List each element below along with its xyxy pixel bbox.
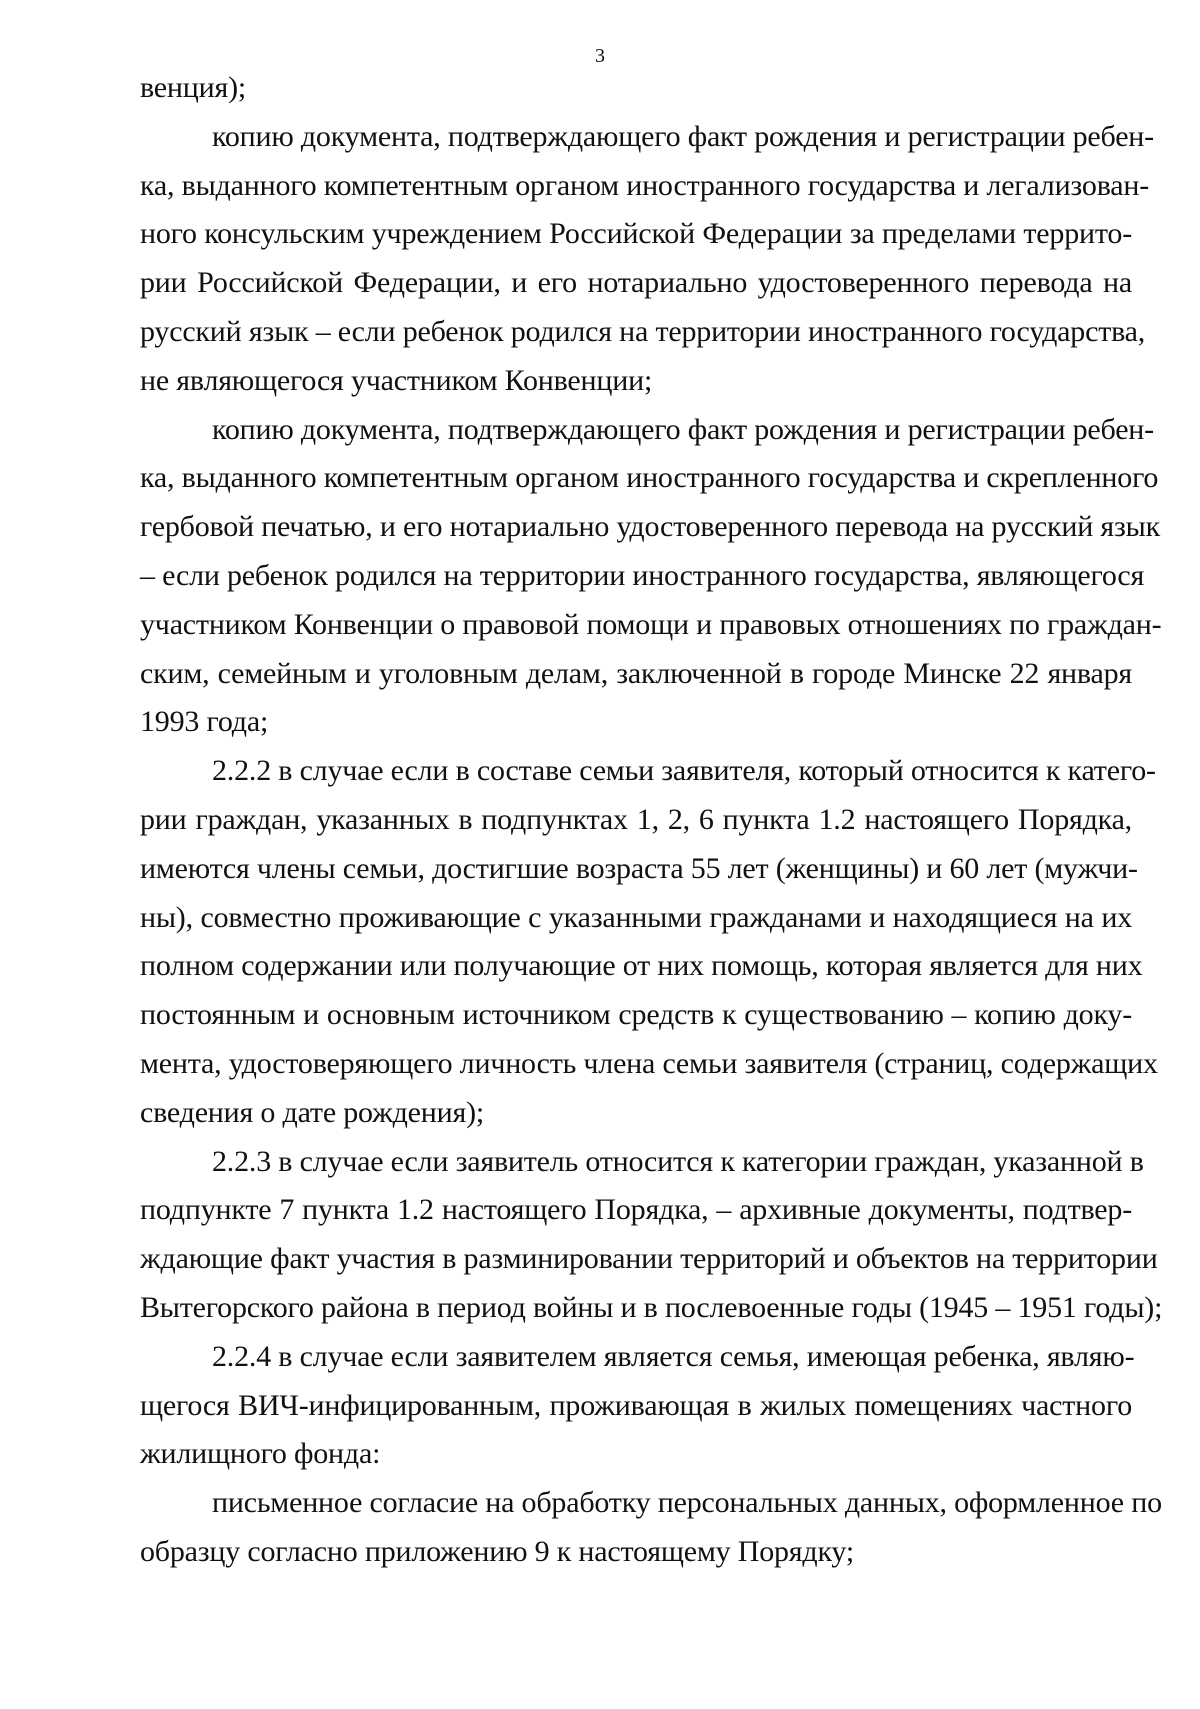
- text-line: 2.2.4 в случае если заявителем является семья, имеющая ребенка, являю-: [212, 1339, 1135, 1373]
- text-line: полном содержании или получающие от них помощь, которая является для них: [140, 949, 1143, 983]
- text-line: – если ребенок родился на территории иностранного государства, являющегося: [140, 558, 1145, 592]
- text-line: копию документа, подтверждающего факт рождения и регистрации ребен-: [212, 119, 1154, 153]
- text-line: мента, удостоверяющего личность члена семьи заявителя (страниц, содержащих: [140, 1046, 1158, 1080]
- paragraph: [140, 406, 1162, 748]
- text-line: письменное согласие на обработку персональных данных, оформленное по: [212, 1486, 1162, 1520]
- text-line: щегося ВИЧ-инфицированным, проживающая в жилых помещениях частного: [140, 1388, 1132, 1422]
- text-line: гербовой печатью, и его нотариально удостоверенного перевода на русский язык: [140, 510, 1160, 544]
- text-line: рии граждан, указанных в подпунктах 1, 2, 6 пункта 1.2 настоящего Порядка,: [140, 802, 1132, 836]
- text-line: не являющегося участником Конвенции;: [140, 363, 653, 397]
- text-line: сведения о дате рождения);: [140, 1095, 485, 1129]
- text-line: Вытегорского района в период войны и в послевоенные годы (1945 – 1951 годы);: [140, 1290, 1163, 1324]
- text-line: подпункте 7 пункта 1.2 настоящего Порядка, – архивные документы, подтвер-: [140, 1193, 1132, 1227]
- text-line: ка, выданного компетентным органом иностранного государства и скрепленного: [140, 461, 1159, 495]
- page-number: 3: [595, 45, 605, 67]
- text-line: ждающие факт участия в разминировании территорий и объектов на территории: [140, 1242, 1158, 1276]
- text-line: ка, выданного компетентным органом иностранного государства и легализован-: [140, 168, 1150, 202]
- text-line: имеются члены семьи, достигшие возраста 55 лет (женщины) и 60 лет (мужчи-: [140, 851, 1138, 885]
- text-line: ного консульским учреждением Российской Федерации за пределами террито-: [140, 217, 1132, 251]
- text-line: постоянным и основным источником средств к существованию – копию доку-: [140, 998, 1132, 1032]
- text-line: ны), совместно проживающие с указанными гражданами и находящиеся на их: [140, 900, 1132, 934]
- text-line: образцу согласно приложению 9 к настоящему Порядку;: [140, 1534, 854, 1568]
- paragraph: [140, 64, 1132, 113]
- text-line: 2.2.2 в случае если в составе семьи заявителя, который относится к катего-: [212, 754, 1156, 788]
- text-line: участником Конвенции о правовой помощи и правовых отношениях по граждан-: [140, 607, 1162, 641]
- text-line: 1993 года;: [140, 705, 269, 739]
- paragraph: [140, 1138, 1163, 1333]
- text-line: русский язык – если ребенок родился на территории иностранного государства,: [140, 314, 1146, 348]
- paragraph: [140, 747, 1158, 1137]
- paragraph: [140, 1479, 1162, 1577]
- text-line: венция);: [140, 71, 246, 104]
- text-line: копию документа, подтверждающего факт рождения и регистрации ребен-: [212, 412, 1154, 446]
- paragraph: [140, 1333, 1135, 1479]
- text-line: ским, семейным и уголовным делам, заключенной в городе Минске 22 января: [140, 656, 1132, 690]
- text-line: жилищного фонда:: [140, 1437, 381, 1471]
- paragraph: [140, 113, 1154, 406]
- text-line: рии Российской Федерации, и его нотариально удостоверенного перевода на: [140, 266, 1132, 300]
- document-body: [140, 64, 1163, 1577]
- text-line: 2.2.3 в случае если заявитель относится к категории граждан, указанной в: [212, 1144, 1144, 1178]
